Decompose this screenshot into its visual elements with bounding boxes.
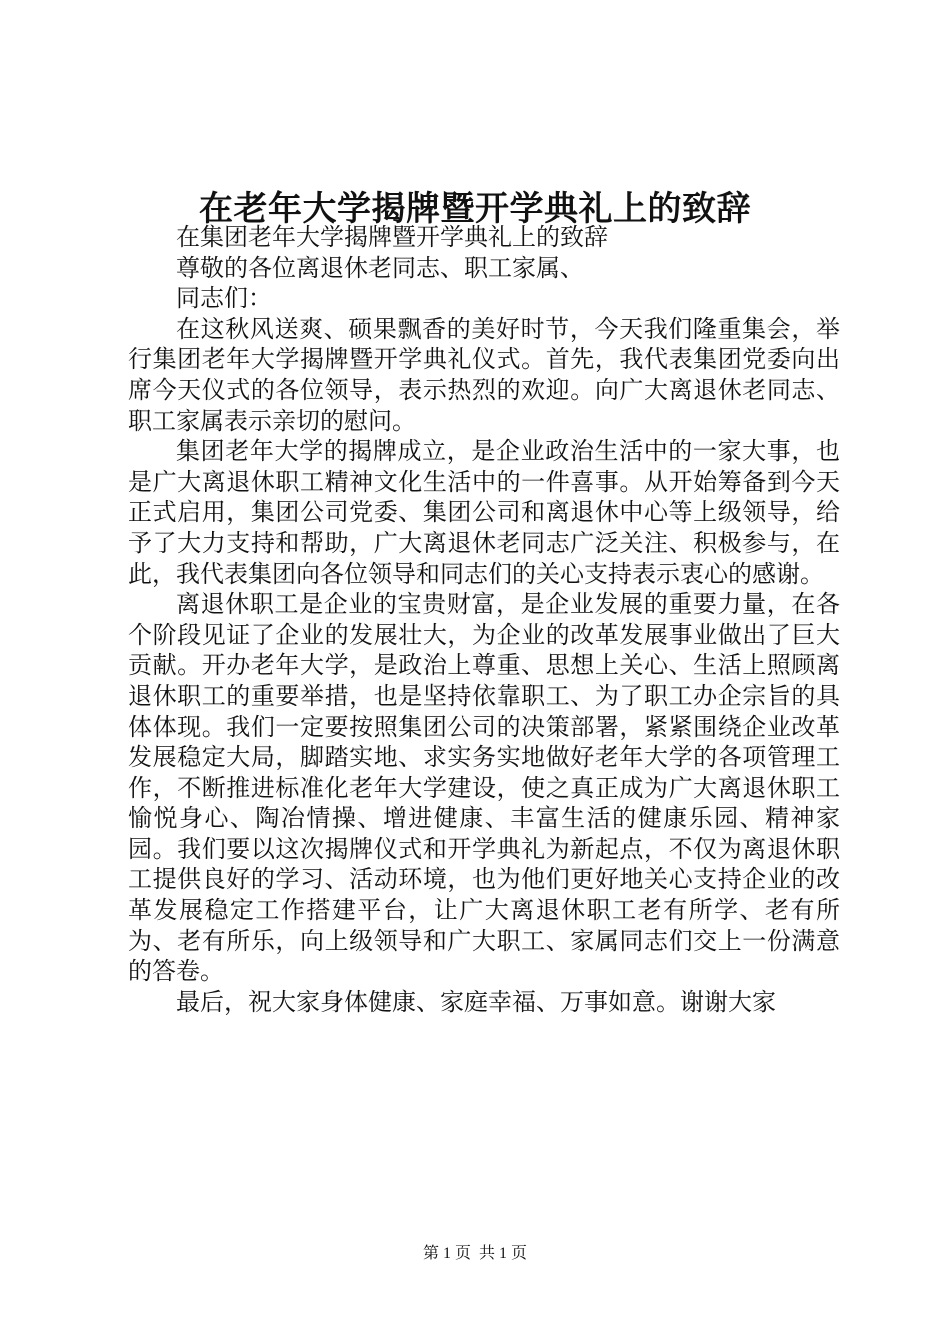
salutation-paragraph: 尊敬的各位离退休老同志、职工家属、	[176, 253, 584, 282]
document-title: 在老年大学揭牌暨开学典礼上的致辞	[199, 189, 751, 229]
subtitle-paragraph: 在集团老年大学揭牌暨开学典礼上的致辞	[176, 223, 608, 251]
body-paragraph: 在这秋风送爽、硕果飘香的美好时节，今天我们隆重集会，举行集团老年大学揭牌暨开学典礼仪式。首先，我代表集团党委向出席今天仪式的各位领导，表示热烈的欢迎。向广大离退休老同志、职工家属表示亲切的慰问。	[128, 314, 840, 435]
body-paragraph: 离退休职工是企业的宝贵财富，是企业发展的重要力量，在各个阶段见证了企业的发展壮大，为企业的改革发展事业做出了巨大贡献。开办老年大学，是政治上尊重、思想上关心、生活上照顾离退休职工的重要举措，也是坚持依靠职工、为了职工办企宗旨的具体体现。我们一定要按照集团公司的决策部署，紧紧围绕企业改革发展稳定大局，脚踏实地、求实务实地做好老年大学的各项管理工作，不断推进标准化老年大学建设，使之真正成为广大离退休职工愉悦身心、陶冶情操、增进健康、丰富生活的健康乐园、精神家园。我们要以这次揭牌仪式和开学典礼为新起点，不仅为离退休职工提供良好的学习、活动环境，也为他们更好地关心支持企业的改革发展稳定工作搭建平台，让广大离退休职工老有所学、老有所为、老有所乐，向上级领导和广大职工、家属同志们交上一份满意的答卷。	[128, 590, 840, 986]
body-paragraph: 集团老年大学的揭牌成立，是企业政治生活中的一家大事，也是广大离退休职工精神文化生活中的一件喜事。从开始筹备到今天正式启用，集团公司党委、集团公司和离退休中心等上级领导，给予了大力支持和帮助，广大离退休老同志广泛关注、积极参与，在此，我代表集团向各位领导和同志们的关心支持表示衷心的感谢。	[128, 437, 840, 588]
closing-paragraph: 最后，祝大家身体健康、家庭幸福、万事如意。谢谢大家	[176, 987, 776, 1016]
page-number: 第 1 页 共 1 页	[422, 1245, 527, 1262]
salutation-paragraph: 同志们：	[176, 284, 272, 313]
page-footer	[0, 1244, 950, 1264]
document-body	[128, 222, 840, 1017]
